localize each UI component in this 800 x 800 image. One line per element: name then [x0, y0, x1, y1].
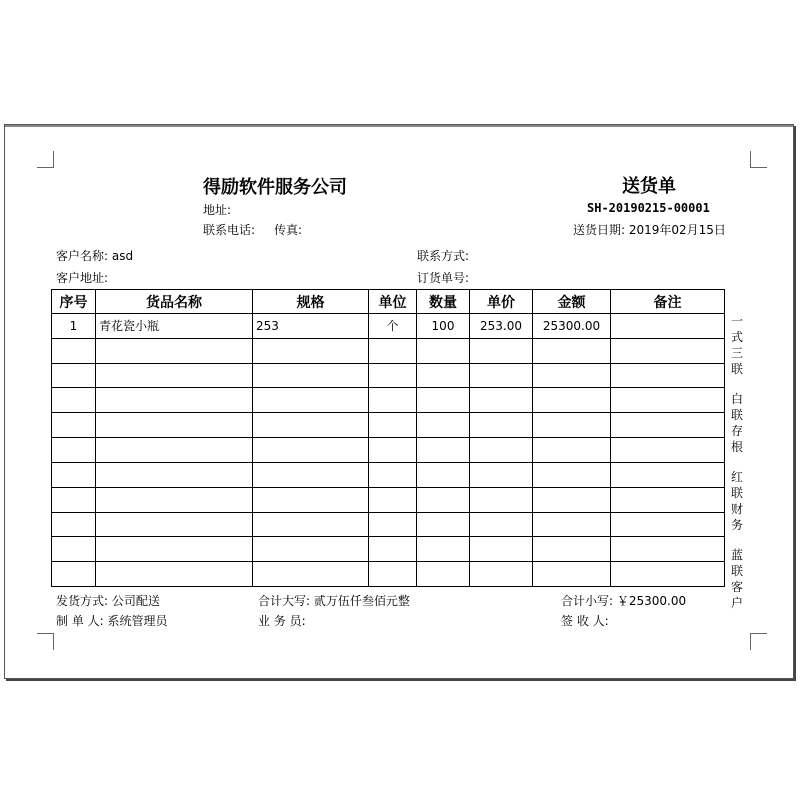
empty-cell [369, 512, 417, 537]
empty-cell [52, 338, 96, 363]
empty-cell [611, 338, 725, 363]
address-label: 地址: [203, 203, 232, 217]
empty-cell [611, 438, 725, 463]
customer-address: 客户地址: [56, 271, 109, 285]
col-header-amount: 金额 [533, 290, 611, 314]
empty-cell [470, 413, 533, 438]
empty-cell [611, 512, 725, 537]
empty-cell [470, 338, 533, 363]
empty-cell [253, 413, 369, 438]
empty-cell [52, 388, 96, 413]
empty-cell [369, 413, 417, 438]
empty-cell [533, 487, 611, 512]
col-header-unit: 单位 [369, 290, 417, 314]
empty-cell [253, 512, 369, 537]
empty-cell [52, 462, 96, 487]
empty-cell [533, 512, 611, 537]
empty-cell [52, 512, 96, 537]
side-note-1: 一式三联 [730, 314, 743, 376]
empty-cell [52, 363, 96, 388]
empty-cell [417, 388, 470, 413]
document-title: 送货单 [622, 176, 676, 197]
side-note-3: 红联财务 [730, 470, 743, 532]
empty-cell [369, 537, 417, 562]
fax-label: 传真: [274, 223, 303, 237]
cell-amount: 25300.00 [533, 314, 611, 339]
empty-cell [470, 562, 533, 587]
copy-distribution-note [729, 313, 745, 625]
empty-cell [533, 438, 611, 463]
col-header-spec: 规格 [253, 290, 369, 314]
empty-cell [417, 438, 470, 463]
empty-cell [96, 413, 253, 438]
salesman: 业 务 员: [258, 614, 306, 628]
document-page [4, 124, 794, 679]
customer-name: 客户名称: asd [56, 249, 134, 263]
delivery-date: 送货日期: 2019年02月15日 [573, 223, 726, 237]
empty-cell [369, 338, 417, 363]
empty-cell [96, 487, 253, 512]
crop-mark-top-right [750, 151, 767, 168]
signer: 签 收 人: [561, 614, 609, 628]
phone-label: 联系电话: [203, 223, 256, 237]
cell-name: 青花瓷小瓶 [96, 314, 253, 339]
empty-cell [611, 487, 725, 512]
empty-cell [470, 388, 533, 413]
total-in-words: 合计大写: 贰万伍仟叁佰元整 [258, 594, 410, 608]
empty-cell [369, 363, 417, 388]
empty-cell [253, 363, 369, 388]
table-row-empty [52, 388, 725, 413]
empty-cell [417, 462, 470, 487]
cell-price: 253.00 [470, 314, 533, 339]
empty-cell [417, 338, 470, 363]
page-top-border [5, 125, 793, 127]
empty-cell [52, 413, 96, 438]
empty-cell [253, 537, 369, 562]
crop-mark-bottom-left [37, 633, 54, 650]
empty-cell [96, 562, 253, 587]
empty-cell [533, 562, 611, 587]
table-row-empty [52, 512, 725, 537]
empty-cell [470, 462, 533, 487]
table-row-empty [52, 487, 725, 512]
empty-cell [52, 562, 96, 587]
empty-cell [533, 388, 611, 413]
empty-cell [253, 462, 369, 487]
order-number: 订货单号: [417, 271, 470, 285]
empty-cell [470, 363, 533, 388]
col-header-name: 货品名称 [96, 290, 253, 314]
empty-cell [470, 438, 533, 463]
empty-cell [369, 438, 417, 463]
empty-cell [96, 388, 253, 413]
empty-cell [533, 462, 611, 487]
empty-cell [611, 462, 725, 487]
empty-cell [470, 537, 533, 562]
side-note-4: 蓝联客户 [730, 548, 743, 610]
document-number: SH-20190215-00001 [587, 201, 710, 215]
empty-cell [52, 487, 96, 512]
empty-cell [96, 363, 253, 388]
col-header-qty: 数量 [417, 290, 470, 314]
table-row-empty [52, 413, 725, 438]
empty-cell [417, 512, 470, 537]
side-note-2: 白联存根 [730, 392, 743, 454]
table-row-empty [52, 363, 725, 388]
empty-cell [533, 338, 611, 363]
cell-no: 1 [52, 314, 96, 339]
ship-method: 发货方式: 公司配送 [56, 594, 160, 608]
empty-cell [369, 562, 417, 587]
empty-cell [611, 413, 725, 438]
empty-cell [253, 438, 369, 463]
cell-qty: 100 [417, 314, 470, 339]
col-header-note: 备注 [611, 290, 725, 314]
table-header-row [52, 290, 725, 314]
customer-contact: 联系方式: [417, 249, 470, 263]
empty-cell [369, 388, 417, 413]
empty-cell [533, 537, 611, 562]
goods-table [51, 289, 725, 587]
empty-cell [253, 487, 369, 512]
empty-cell [96, 462, 253, 487]
col-header-price: 单价 [470, 290, 533, 314]
empty-cell [96, 512, 253, 537]
empty-cell [533, 413, 611, 438]
table-row-empty [52, 462, 725, 487]
empty-cell [96, 537, 253, 562]
empty-cell [470, 487, 533, 512]
empty-cell [470, 512, 533, 537]
cell-unit: 个 [369, 314, 417, 339]
total-in-figures: 合计小写: ￥25300.00 [561, 594, 687, 608]
empty-cell [369, 462, 417, 487]
empty-cell [417, 562, 470, 587]
empty-cell [253, 338, 369, 363]
empty-cell [611, 537, 725, 562]
empty-cell [52, 438, 96, 463]
table-row-empty [52, 562, 725, 587]
cell-note [611, 314, 725, 339]
empty-cell [253, 388, 369, 413]
crop-mark-top-left [37, 151, 54, 168]
empty-cell [369, 487, 417, 512]
table-row-empty [52, 438, 725, 463]
cell-spec: 253 [253, 314, 369, 339]
empty-cell [96, 438, 253, 463]
company-name: 得励软件服务公司 [203, 177, 347, 198]
table-row-empty [52, 537, 725, 562]
crop-mark-bottom-right [750, 633, 767, 650]
document-maker: 制 单 人: 系统管理员 [56, 614, 168, 628]
table-row-empty [52, 338, 725, 363]
empty-cell [611, 388, 725, 413]
table-row [52, 314, 725, 339]
empty-cell [533, 363, 611, 388]
empty-cell [611, 363, 725, 388]
empty-cell [611, 562, 725, 587]
empty-cell [417, 413, 470, 438]
empty-cell [417, 487, 470, 512]
col-header-no: 序号 [52, 290, 96, 314]
empty-cell [253, 562, 369, 587]
empty-cell [96, 338, 253, 363]
empty-cell [417, 363, 470, 388]
empty-cell [417, 537, 470, 562]
empty-cell [52, 537, 96, 562]
